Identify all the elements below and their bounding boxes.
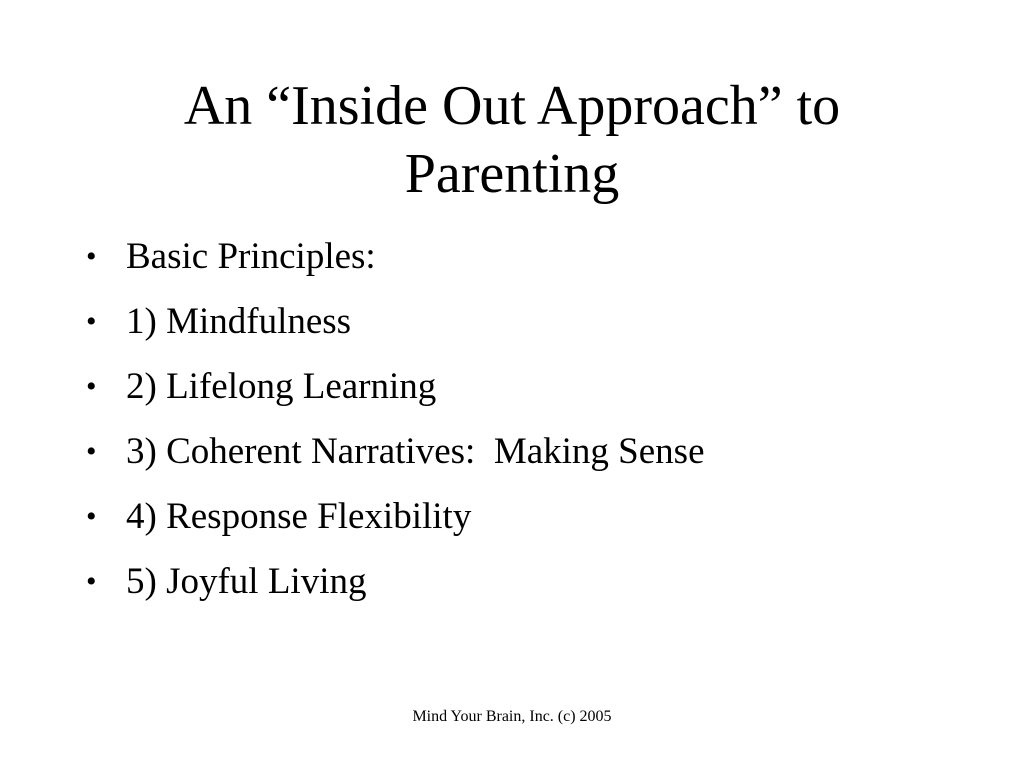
bullet-text: 5) Joyful Living xyxy=(126,561,367,602)
slide-footer: Mind Your Brain, Inc. (c) 2005 xyxy=(412,708,612,725)
bullet-text: Basic Principles: xyxy=(126,236,376,277)
slide-title-line-1: An “Inside Out Approach” to xyxy=(183,75,841,137)
bullet-item-basic-principles xyxy=(86,232,966,297)
bullet-icon: • xyxy=(86,500,97,533)
bullet-text: 3) Coherent Narratives: Making Sense xyxy=(126,431,705,472)
bullet-text: 2) Lifelong Learning xyxy=(126,366,437,407)
bullet-item-lifelong-learning xyxy=(86,362,966,427)
bullet-icon: • xyxy=(86,370,97,403)
slide-title-line-2: Parenting xyxy=(404,143,620,205)
bullet-item-joyful-living xyxy=(86,557,966,622)
bullet-icon: • xyxy=(86,240,97,273)
bullet-text: 4) Response Flexibility xyxy=(126,496,472,537)
bullet-icon: • xyxy=(86,565,97,598)
bullet-icon: • xyxy=(86,305,97,338)
bullet-item-response-flexibility xyxy=(86,492,966,557)
slide-title xyxy=(60,72,964,208)
bullet-item-mindfulness xyxy=(86,297,966,362)
bullet-item-coherent-narratives xyxy=(86,427,966,492)
bullet-list xyxy=(86,232,966,622)
bullet-icon: • xyxy=(86,435,97,468)
bullet-text: 1) Mindfulness xyxy=(126,301,352,342)
